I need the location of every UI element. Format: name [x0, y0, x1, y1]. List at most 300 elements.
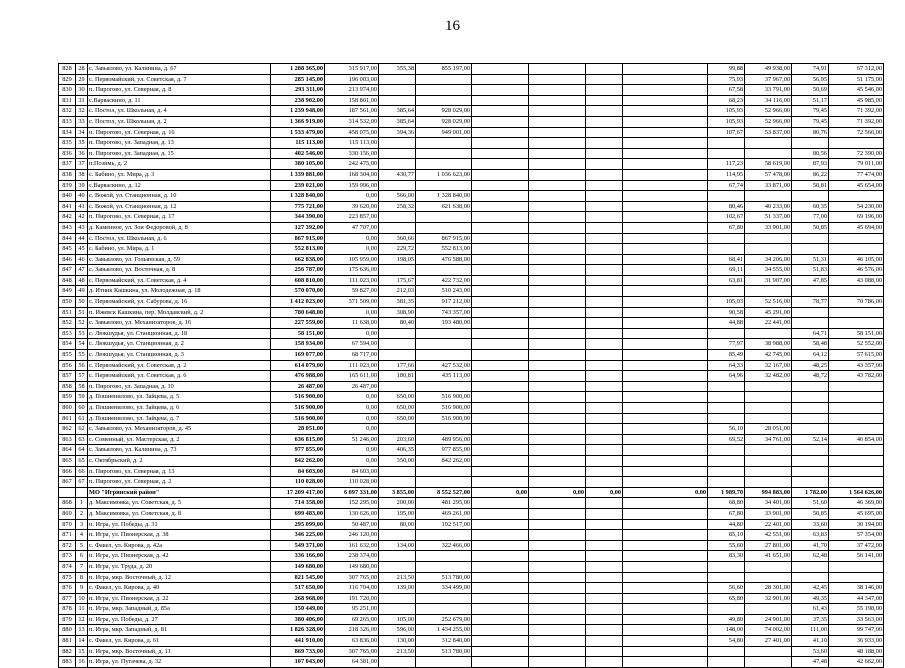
table-cell: 30 [76, 85, 88, 96]
table-cell [623, 392, 708, 403]
table-cell: 828 [59, 64, 76, 75]
table-cell [623, 254, 708, 265]
table-cell: 105 959,00 [325, 254, 379, 265]
table-cell: 62 [76, 424, 88, 435]
table-row [59, 381, 884, 392]
table-cell: 831 [59, 95, 76, 106]
table-cell: 380 406,00 [271, 614, 325, 625]
table-cell: 51 175,00 [829, 74, 884, 85]
table-cell [472, 593, 529, 604]
table-cell: 51,17 [792, 95, 829, 106]
table-cell: 12 [76, 614, 88, 625]
table-cell [529, 636, 586, 647]
table-cell [379, 222, 416, 233]
table-row [59, 540, 884, 551]
table-cell: п. Игра, мкр. Западный, д. 81 [88, 625, 271, 636]
table-cell [416, 530, 472, 541]
table-cell: 844 [59, 233, 76, 244]
table-cell: 55,60 [708, 540, 745, 551]
table-cell: 11 638,00 [325, 318, 379, 329]
table-cell: 34 761,00 [745, 434, 792, 445]
table-cell: 72 390,00 [829, 148, 884, 159]
table-cell [792, 138, 829, 149]
table-cell [472, 212, 529, 223]
table-cell: с. Завьялово, ул. Гольянская, д. 59 [88, 254, 271, 265]
table-cell: 53 837,00 [745, 127, 792, 138]
table-cell: 198,05 [379, 254, 416, 265]
table-cell [416, 180, 472, 191]
table-cell: 994 883,00 [745, 487, 792, 498]
table-cell: 187 561,00 [325, 106, 379, 117]
table-cell [586, 508, 623, 519]
table-cell [586, 254, 623, 265]
table-cell [416, 561, 472, 572]
table-cell: 39 [76, 180, 88, 191]
table-cell: 636 815,00 [271, 434, 325, 445]
table-cell [472, 169, 529, 180]
table-cell [472, 561, 529, 572]
table-cell [529, 328, 586, 339]
table-cell [586, 233, 623, 244]
table-cell [529, 148, 586, 159]
table-cell: 29 [76, 74, 88, 85]
table-cell: 350,00 [379, 455, 416, 466]
table-cell [586, 275, 623, 286]
table-cell [623, 657, 708, 668]
table-cell [623, 127, 708, 138]
table-cell: 127 392,00 [271, 222, 325, 233]
table-cell: 835 [59, 138, 76, 149]
table-cell: 54,80 [708, 636, 745, 647]
table-cell: 110 028,00 [271, 477, 325, 488]
table-cell: 102,67 [708, 212, 745, 223]
table-cell: д. Пошиенилово, ул. Зайцева, д. 7 [88, 413, 271, 424]
table-cell [623, 508, 708, 519]
table-cell [379, 212, 416, 223]
table-cell: 57 615,00 [829, 350, 884, 361]
table-cell: 46 105,00 [829, 254, 884, 265]
table-cell [586, 116, 623, 127]
report-table [58, 63, 884, 668]
table-cell: 213,50 [379, 646, 416, 657]
table-cell [472, 64, 529, 75]
table-cell: 99 747,00 [829, 625, 884, 636]
table-cell [586, 657, 623, 668]
table-cell: 54 230,00 [829, 201, 884, 212]
table-cell [586, 604, 623, 615]
table-cell: 36 [76, 148, 88, 159]
table-cell: 43 088,00 [829, 275, 884, 286]
table-cell: 193 480,00 [416, 318, 472, 329]
table-cell: 854 [59, 339, 76, 350]
table-cell [623, 445, 708, 456]
table-cell: 45 985,00 [829, 95, 884, 106]
table-cell [416, 222, 472, 233]
table-cell [472, 604, 529, 615]
table-cell: д. Каменное, ул. Зои Федоровой, д. 8 [88, 222, 271, 233]
table-cell: п. Пирогово, ул. Западная, д. 15 [88, 148, 271, 159]
table-cell [472, 297, 529, 308]
table-cell: 48,25 [792, 360, 829, 371]
table-cell [59, 487, 76, 498]
table-cell [472, 445, 529, 456]
table-cell: 0,00 [325, 191, 379, 202]
table-cell: 38 146,00 [829, 583, 884, 594]
table-cell: 489 956,00 [416, 434, 472, 445]
table-cell [529, 646, 586, 657]
table-cell [529, 275, 586, 286]
table-cell: 33 901,00 [745, 222, 792, 233]
table-cell: 513 780,00 [416, 572, 472, 583]
table-cell [586, 572, 623, 583]
table-cell: 85,49 [708, 350, 745, 361]
table-cell: 69,52 [708, 434, 745, 445]
table-cell: 22 401,00 [745, 519, 792, 530]
table-cell: 40 233,00 [745, 201, 792, 212]
table-cell: 168 304,00 [325, 169, 379, 180]
table-cell [745, 381, 792, 392]
table-cell: 45 291,00 [745, 307, 792, 318]
table-row [59, 222, 884, 233]
table-cell: 115 113,00 [271, 138, 325, 149]
table-cell [792, 307, 829, 318]
table-cell [472, 201, 529, 212]
table-cell [529, 180, 586, 191]
table-cell: 314 532,00 [325, 116, 379, 127]
table-cell: 867 915,00 [271, 233, 325, 244]
table-cell [416, 74, 472, 85]
table-cell [379, 265, 416, 276]
table-cell: 169 077,00 [271, 350, 325, 361]
table-cell: 0,00 [325, 424, 379, 435]
table-cell [623, 604, 708, 615]
table-cell: 165 611,00 [325, 371, 379, 382]
table-cell [623, 307, 708, 318]
table-cell: 159 996,00 [325, 180, 379, 191]
table-cell: 853 [59, 328, 76, 339]
table-cell [379, 530, 416, 541]
table-cell [529, 159, 586, 170]
table-cell [472, 265, 529, 276]
table-cell: 476 588,00 [416, 254, 472, 265]
table-row [59, 583, 884, 594]
table-cell: 878 [59, 604, 76, 615]
table-cell: 516 900,00 [416, 392, 472, 403]
table-cell: 46 369,00 [829, 498, 884, 509]
table-cell: 871 [59, 530, 76, 541]
table-row [59, 233, 884, 244]
table-cell [745, 445, 792, 456]
table-cell: 2 [76, 508, 88, 519]
table-cell: с. Завьялово, ул. Механизаторов, д. 45 [88, 424, 271, 435]
table-row [59, 106, 884, 117]
table-cell [708, 191, 745, 202]
table-cell: п. Игра, ул. Пугачева, д. 32 [88, 657, 271, 668]
table-cell [792, 233, 829, 244]
table-cell: 42,45 [792, 583, 829, 594]
table-cell: 15 [76, 646, 88, 657]
table-cell [416, 604, 472, 615]
table-cell: 861 [59, 413, 76, 424]
table-cell: 27 401,00 [745, 636, 792, 647]
table-cell: 977 855,00 [416, 445, 472, 456]
table-cell: с. Постол, ул. Школьная, д. 6 [88, 233, 271, 244]
table-cell [829, 424, 884, 435]
table-cell: 516 900,00 [271, 413, 325, 424]
table-cell [472, 519, 529, 530]
table-cell [472, 85, 529, 96]
table-cell: 608 810,00 [271, 275, 325, 286]
table-cell: 30 194,00 [829, 519, 884, 530]
table-cell [586, 551, 623, 562]
table-cell: 180,81 [379, 371, 416, 382]
table-cell [76, 487, 88, 498]
table-cell: 148,00 [708, 625, 745, 636]
table-cell: 513 780,00 [416, 646, 472, 657]
table-cell: 0,00 [325, 392, 379, 403]
table-cell: 855 [59, 350, 76, 361]
table-cell: 1 339 881,00 [271, 169, 325, 180]
table-row [59, 275, 884, 286]
table-row [59, 138, 884, 149]
table-cell: 33,60 [792, 519, 829, 530]
table-cell: 36 933,00 [829, 636, 884, 647]
table-cell [745, 455, 792, 466]
table-cell: 0,00 [325, 233, 379, 244]
table-cell [416, 265, 472, 276]
table-cell [586, 540, 623, 551]
table-cell: 107 043,00 [271, 657, 325, 668]
table-row [59, 498, 884, 509]
table-row [59, 74, 884, 85]
table-cell: 1 533 479,00 [271, 127, 325, 138]
table-cell: 880 [59, 625, 76, 636]
table-cell: 1 328 840,00 [416, 191, 472, 202]
table-cell [829, 572, 884, 583]
table-cell [416, 328, 472, 339]
table-cell [586, 148, 623, 159]
table-cell: 1 564 626,00 [829, 487, 884, 498]
table-cell [529, 466, 586, 477]
table-cell [623, 275, 708, 286]
table-cell: 55 198,00 [829, 604, 884, 615]
table-cell: 0,00 [325, 244, 379, 255]
table-row [59, 148, 884, 159]
table-cell: 33 791,00 [745, 85, 792, 96]
table-cell [623, 561, 708, 572]
table-row [59, 593, 884, 604]
table-cell: 27 801,00 [745, 540, 792, 551]
table-cell: 380 105,00 [271, 159, 325, 170]
table-cell: 875 [59, 572, 76, 583]
table-cell [586, 392, 623, 403]
table-cell: 874 [59, 561, 76, 572]
table-cell [623, 286, 708, 297]
table-cell: 75,93 [708, 74, 745, 85]
table-cell: 213 974,00 [325, 85, 379, 96]
table-cell: 64,33 [708, 360, 745, 371]
table-cell: 0,00 [623, 487, 708, 498]
table-cell [623, 148, 708, 159]
table-cell: 842 262,00 [416, 455, 472, 466]
table-cell: 71 392,00 [829, 116, 884, 127]
table-cell [792, 244, 829, 255]
table-cell: 621 638,00 [416, 201, 472, 212]
table-cell: 4 [76, 530, 88, 541]
table-cell [379, 657, 416, 668]
table-cell: 852 [59, 318, 76, 329]
table-row [59, 297, 884, 308]
table-cell: 51 246,00 [325, 434, 379, 445]
table-cell [792, 477, 829, 488]
table-cell [529, 508, 586, 519]
table-cell: 53,60 [792, 646, 829, 657]
table-cell [745, 413, 792, 424]
table-row [59, 244, 884, 255]
table-cell: 859 [59, 392, 76, 403]
table-cell: 49 938,00 [745, 64, 792, 75]
table-cell [792, 466, 829, 477]
table-cell [586, 212, 623, 223]
table-cell: 872 [59, 540, 76, 551]
table-cell [472, 191, 529, 202]
table-cell: 105,03 [708, 297, 745, 308]
table-cell: 855 197,00 [416, 64, 472, 75]
table-cell: 67,80 [708, 508, 745, 519]
table-cell [586, 530, 623, 541]
table-cell: 45 654,00 [829, 180, 884, 191]
table-cell: 227 559,00 [271, 318, 325, 329]
table-cell: 150 449,00 [271, 604, 325, 615]
table-cell: 49,80 [708, 614, 745, 625]
table-cell: 72 566,00 [829, 127, 884, 138]
table-cell: 52 966,00 [745, 116, 792, 127]
table-cell [472, 138, 529, 149]
table-cell [829, 561, 884, 572]
table-cell: 56,10 [708, 424, 745, 435]
table-cell: 0,00 [586, 487, 623, 498]
table-cell: 66 [76, 466, 88, 477]
table-cell [379, 593, 416, 604]
table-cell: 385,64 [379, 106, 416, 117]
table-cell [623, 297, 708, 308]
table-cell: 37 [76, 159, 88, 170]
table-cell [745, 328, 792, 339]
table-cell [792, 572, 829, 583]
table-cell [472, 466, 529, 477]
table-cell: 0,00 [325, 455, 379, 466]
table-row [59, 360, 884, 371]
table-cell [586, 445, 623, 456]
table-row [59, 477, 884, 488]
table-cell: д. Максимовка, ул. Советская, д. 5 [88, 498, 271, 509]
table-cell [586, 318, 623, 329]
table-cell: 68,80 [708, 498, 745, 509]
table-cell [745, 646, 792, 657]
table-cell [623, 625, 708, 636]
table-cell [623, 318, 708, 329]
table-cell [586, 201, 623, 212]
table-cell [623, 64, 708, 75]
table-cell: 212,03 [379, 286, 416, 297]
table-cell: 24 901,00 [745, 614, 792, 625]
table-cell: п. Пирогово, ул. Западная, д. 10 [88, 381, 271, 392]
table-cell [379, 74, 416, 85]
table-row [59, 350, 884, 361]
table-cell [745, 403, 792, 414]
table-cell [586, 381, 623, 392]
table-cell [416, 424, 472, 435]
table-cell [623, 636, 708, 647]
table-cell: 870 [59, 519, 76, 530]
table-row [59, 508, 884, 519]
table-cell: 256 787,00 [271, 265, 325, 276]
table-cell: 149 680,00 [325, 561, 379, 572]
table-cell [529, 222, 586, 233]
table-cell [792, 191, 829, 202]
table-cell: с. Вожой, ул. Станционная, д. 12 [88, 201, 271, 212]
table-cell: 46 [76, 254, 88, 265]
table-cell: 385,64 [379, 116, 416, 127]
table-cell [529, 350, 586, 361]
table-cell: 336 166,00 [271, 551, 325, 562]
table-cell [586, 424, 623, 435]
table-cell [792, 403, 829, 414]
table-cell [586, 455, 623, 466]
table-cell: 46 576,00 [829, 265, 884, 276]
table-row [59, 201, 884, 212]
table-cell [708, 466, 745, 477]
table-cell [623, 477, 708, 488]
table-cell [529, 403, 586, 414]
table-cell: 830 [59, 85, 76, 96]
table-cell: 47,85 [792, 275, 829, 286]
table-cell: с. Завьялово, ул. Калинина, д. 67 [88, 64, 271, 75]
table-cell: 510 243,00 [416, 286, 472, 297]
table-cell: 33 563,00 [829, 614, 884, 625]
table-row [59, 95, 884, 106]
table-cell: 107,67 [708, 127, 745, 138]
table-cell: 0,00 [325, 328, 379, 339]
table-cell: 49,35 [792, 593, 829, 604]
table-cell [623, 519, 708, 530]
table-cell: 116 704,00 [325, 583, 379, 594]
table-cell: 48 [76, 275, 88, 286]
table-cell: 177,66 [379, 360, 416, 371]
table-cell: 79 011,00 [829, 159, 884, 170]
table-cell [529, 445, 586, 456]
table-cell [623, 530, 708, 541]
table-cell: 381,35 [379, 297, 416, 308]
table-cell: 33 901,00 [745, 508, 792, 519]
table-cell [472, 551, 529, 562]
table-cell [708, 148, 745, 159]
table-cell [472, 392, 529, 403]
table-cell [416, 148, 472, 159]
table-cell [586, 265, 623, 276]
table-cell: 223 857,00 [325, 212, 379, 223]
table-cell [745, 477, 792, 488]
table-cell [586, 244, 623, 255]
table-cell: 41 [76, 201, 88, 212]
table-cell: с. Люкшудья, ул. Станционная, д. 2 [88, 339, 271, 350]
table-cell [745, 244, 792, 255]
table-cell: 44 347,00 [829, 593, 884, 604]
table-cell [529, 593, 586, 604]
table-cell [472, 455, 529, 466]
table-cell: 0,00 [325, 403, 379, 414]
table-cell [416, 95, 472, 106]
